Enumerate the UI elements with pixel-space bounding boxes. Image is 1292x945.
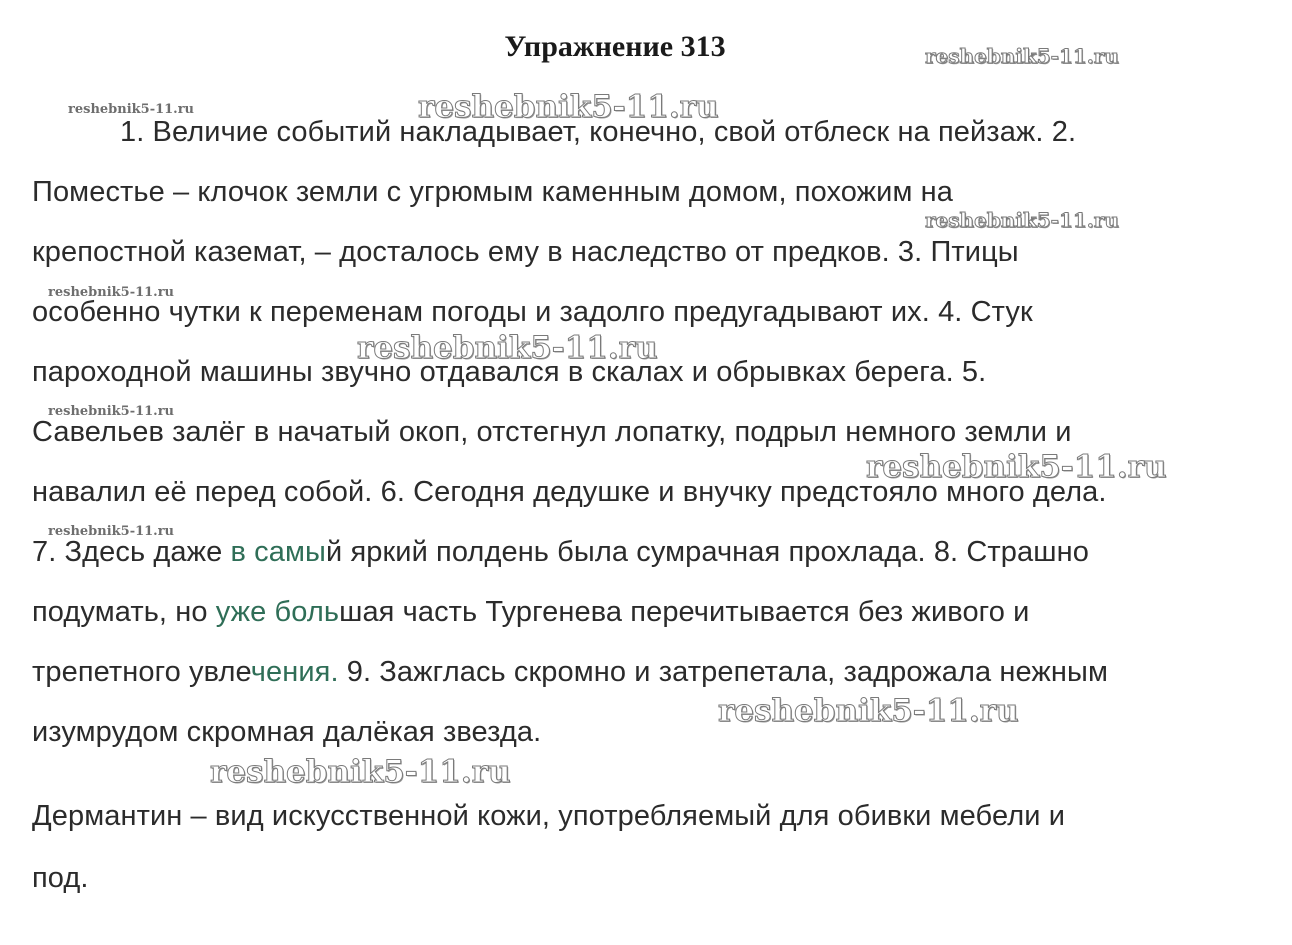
text-line-1: 1. Величие событий накладывает, конечно, свой отблеск на пейзаж. 2. <box>120 116 1077 148</box>
watermark: reshebnik5-11.ru <box>925 44 1119 68</box>
text-line-8 <box>32 536 1089 569</box>
watermark: reshebnik5-11.ru <box>68 102 195 117</box>
text-segment: 9. Зажглась скромно и затрепетала, задрожала нежным <box>338 656 1109 688</box>
watermark: reshebnik5-11.ru <box>866 449 1167 485</box>
text-segment: 7. Здесь даже <box>32 536 231 568</box>
definition-line-2: под. <box>32 862 89 894</box>
text-line-6: Савельев залёг в начатый окоп, отстегнул лопатку, подрыл немного земли и <box>32 416 1072 448</box>
watermark: reshebnik5-11.ru <box>48 524 175 539</box>
text-segment: й яркий полдень была сумрачная прохлада. 8. Страшно <box>326 536 1089 568</box>
watermark: reshebnik5-11.ru <box>48 285 175 300</box>
text-line-9 <box>32 596 1029 629</box>
watermark: reshebnik5-11.ru <box>925 208 1119 232</box>
highlighted-segment: уже боль <box>215 596 340 628</box>
text-line-5: пароходной машины звучно отдавался в скалах и обрывках берега. 5. <box>32 356 987 388</box>
text-line-2: Поместье – клочок земли с угрюмым каменным домом, похожим на <box>32 176 953 208</box>
watermark: reshebnik5-11.ru <box>48 404 175 419</box>
text-segment: трепетного увле <box>32 656 251 688</box>
text-line-3: крепостной каземат, – досталось ему в наследство от предков. 3. Птицы <box>32 236 1019 268</box>
text-line-4: особенно чутки к переменам погоды и задолго предугадывают их. 4. Стук <box>32 296 1033 328</box>
watermark: reshebnik5-11.ru <box>210 754 511 790</box>
text-segment: подумать, но <box>32 596 216 628</box>
highlighted-segment: в самы <box>230 536 326 568</box>
highlighted-segment: чения. <box>250 656 339 688</box>
text-line-10 <box>32 656 1108 689</box>
text-segment: шая часть Тургенева перечитывается без живого и <box>339 596 1030 628</box>
text-line-11: изумрудом скромная далёкая звезда. <box>32 716 542 748</box>
watermark: reshebnik5-11.ru <box>357 330 658 366</box>
watermark: reshebnik5-11.ru <box>718 693 1019 729</box>
exercise-title: Упражнение 313 <box>504 30 726 63</box>
watermark: reshebnik5-11.ru <box>418 89 719 125</box>
definition-line-1: Дермантин – вид искусственной кожи, употребляемый для обивки мебели и <box>32 800 1065 832</box>
text-line-7: навалил её перед собой. 6. Сегодня дедушке и внучку предстояло много дела. <box>32 476 1107 508</box>
